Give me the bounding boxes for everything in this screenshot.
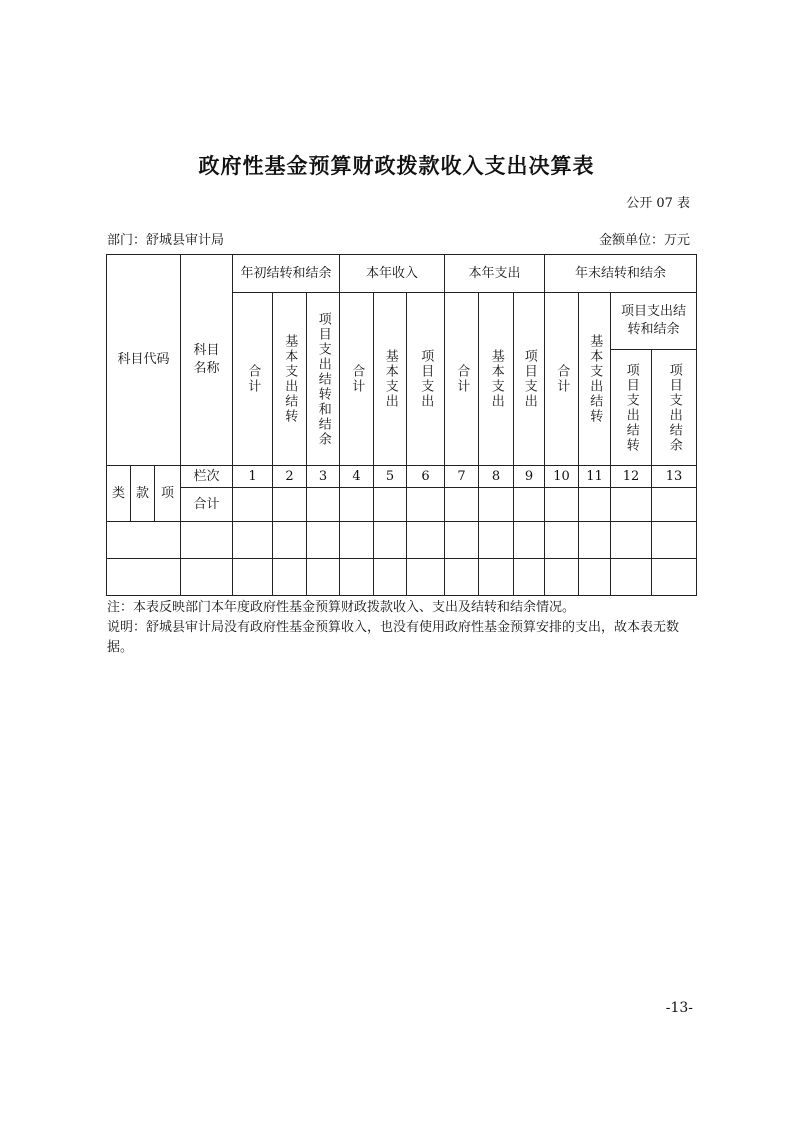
col-expense-total [445, 293, 479, 466]
notes [107, 598, 697, 658]
col-income-basic [374, 293, 407, 466]
budget-table [106, 254, 697, 596]
col-closing-total [545, 293, 579, 466]
empty-cell [479, 559, 514, 596]
col-closing-project-carry [611, 350, 652, 466]
col-number: 7 [445, 466, 479, 488]
empty-cell [407, 522, 445, 559]
header-row-1 [107, 255, 697, 293]
empty-cell [107, 559, 181, 596]
col-number: 9 [514, 466, 545, 488]
col-opening-basic [273, 293, 307, 466]
col-closing-project-carry-text: 项目支出结转 [623, 362, 639, 453]
col-expense-basic [479, 293, 514, 466]
col-number: 6 [407, 466, 445, 488]
col-expense-project-text: 项目支出 [521, 349, 537, 409]
col-income-total-text: 合计 [349, 364, 365, 394]
table-row [107, 559, 697, 596]
document-title: 政府性基金预算财政拨款收入支出决算表 [198, 154, 595, 178]
col-closing-total-text: 合计 [554, 364, 570, 394]
col-expense-project [514, 293, 545, 466]
kind-header: 类 [107, 466, 131, 522]
empty-cell [233, 522, 273, 559]
empty-cell [273, 488, 307, 522]
empty-cell [579, 559, 611, 596]
col-number: 3 [307, 466, 340, 488]
col-number: 10 [545, 466, 579, 488]
empty-cell [107, 522, 181, 559]
empty-cell [514, 488, 545, 522]
col-number: 2 [273, 466, 307, 488]
col-closing-project-group [611, 293, 697, 350]
empty-cell [340, 522, 374, 559]
department-label: 部门：舒城县审计局 [107, 233, 225, 248]
empty-cell [514, 522, 545, 559]
empty-cell [611, 522, 652, 559]
empty-cell [545, 559, 579, 596]
total-row [107, 488, 697, 522]
col-closing-project-balance-text: 项目支出结余 [666, 362, 682, 453]
empty-cell [545, 522, 579, 559]
empty-cell [579, 522, 611, 559]
col-number: 12 [611, 466, 652, 488]
empty-cell [545, 488, 579, 522]
empty-cell [479, 522, 514, 559]
empty-cell [652, 522, 697, 559]
col-expense-basic-text: 基本支出 [488, 349, 504, 409]
empty-cell [445, 522, 479, 559]
empty-cell [374, 522, 407, 559]
empty-cell [479, 488, 514, 522]
col-income-project [407, 293, 445, 466]
item-header: 款 [131, 466, 155, 522]
col-opening-total-text: 合计 [245, 364, 261, 394]
empty-cell [374, 559, 407, 596]
unit-label: 金额单位：万元 [598, 233, 690, 248]
col-closing-project-balance [652, 350, 697, 466]
col-number: 1 [233, 466, 273, 488]
empty-cell [407, 488, 445, 522]
empty-cell [340, 559, 374, 596]
col-closing-basic-text: 基本支出结转 [587, 334, 603, 424]
col-opening-project-text: 项目支出结转和结余 [315, 311, 331, 447]
group-opening-text: 年初结转和结余 [240, 265, 332, 281]
empty-cell [233, 488, 273, 522]
col-income-total [340, 293, 374, 466]
empty-cell [374, 488, 407, 522]
empty-cell [233, 559, 273, 596]
col-opening-total [233, 293, 273, 466]
total-label: 合计 [181, 488, 233, 522]
page-number: -13- [665, 1000, 693, 1016]
empty-cell [181, 522, 233, 559]
empty-cell [652, 559, 697, 596]
empty-cell [273, 559, 307, 596]
col-closing-project-group-text: 项目支出结转和结余 [621, 304, 687, 337]
empty-cell [445, 488, 479, 522]
row-index-label: 栏次 [181, 466, 233, 488]
table-row [107, 522, 697, 559]
col-number: 13 [652, 466, 697, 488]
empty-cell [340, 488, 374, 522]
col-number: 8 [479, 466, 514, 488]
empty-cell [611, 559, 652, 596]
col-expense-total-text: 合计 [454, 364, 470, 394]
empty-cell [307, 488, 340, 522]
subject-name-header [181, 255, 233, 466]
explain-text: 说明：舒城县审计局没有政府性基金预算收入，也没有使用政府性基金预算安排的支出，故本表无数据。 [107, 620, 680, 655]
empty-cell [273, 522, 307, 559]
note-text: 注：本表反映部门本年度政府性基金预算财政拨款收入、支出及结转和结余情况。 [107, 600, 576, 615]
column-index-row [107, 466, 697, 488]
group-header-expense: 本年支出 [445, 255, 545, 293]
empty-cell [307, 522, 340, 559]
empty-cell [307, 559, 340, 596]
col-number: 5 [374, 466, 407, 488]
col-income-project-text: 项目支出 [418, 349, 434, 409]
empty-cell [611, 488, 652, 522]
subject-name-text: 科目名称 [193, 343, 220, 376]
col-income-basic-text: 基本支出 [382, 349, 398, 409]
group-header-income: 本年收入 [340, 255, 445, 293]
empty-cell [579, 488, 611, 522]
empty-cell [181, 559, 233, 596]
col-number: 4 [340, 466, 374, 488]
table-code: 公开 07 表 [626, 196, 690, 211]
empty-cell [445, 559, 479, 596]
col-opening-basic-text: 基本支出结转 [282, 334, 298, 424]
subject-code-header: 科目代码 [107, 255, 181, 466]
empty-cell [652, 488, 697, 522]
empty-cell [514, 559, 545, 596]
group-header-opening [233, 255, 340, 293]
col-number: 11 [579, 466, 611, 488]
group-header-closing: 年末结转和结余 [545, 255, 697, 293]
sub-header: 项 [155, 466, 181, 522]
col-closing-basic [579, 293, 611, 466]
empty-cell [407, 559, 445, 596]
col-opening-project [307, 293, 340, 466]
